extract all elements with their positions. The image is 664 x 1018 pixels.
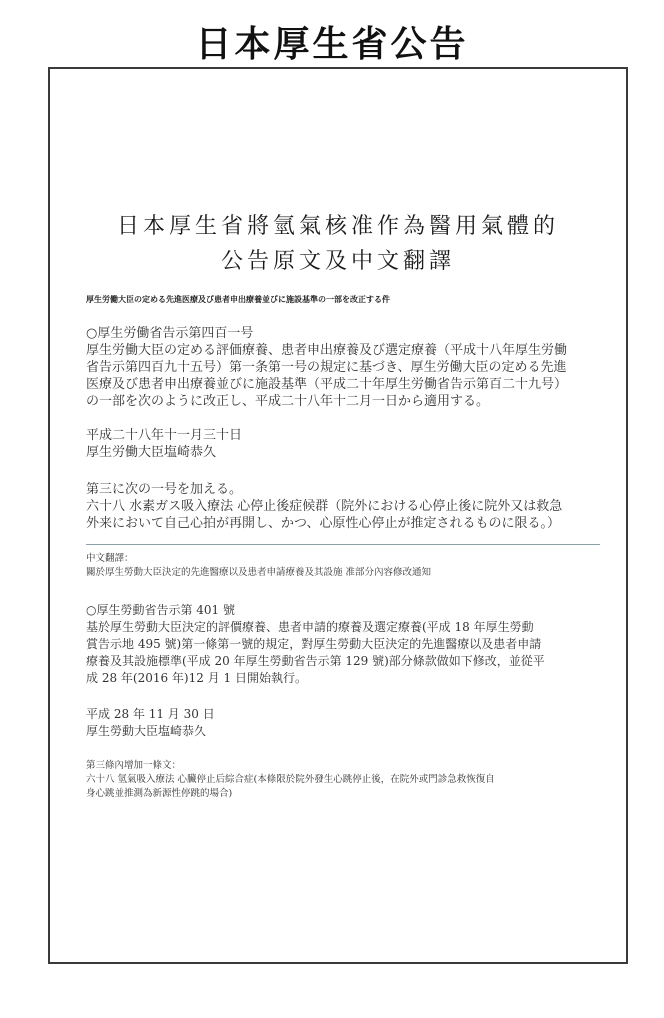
chinese-label-section (86, 552, 606, 580)
document-frame (48, 67, 628, 964)
japanese-body-line: 厚生労働大臣の定める評価療養、患者申出療養及び選定療養（平成十八年厚生労働 (86, 343, 568, 358)
chinese-body-line: 基於厚生勞動大臣決定的評價療養、患者申請的療養及選定療養(平成 18 年厚生勞動 (86, 620, 534, 634)
japanese-notice-number: ○厚生労働省告示第四百一号 (86, 326, 254, 341)
page-title: 日本厚生省公告 (195, 24, 469, 65)
document-title-line-2: 公告原文及中文翻譯 (220, 249, 455, 274)
japanese-addition-intro: 第三に次の一号を加える。 (86, 482, 243, 497)
section-divider (86, 544, 600, 545)
chinese-signature-section (86, 706, 606, 740)
japanese-notice-section (86, 325, 606, 410)
japanese-signature-section (86, 427, 606, 461)
chinese-notice-section (86, 602, 606, 687)
chinese-heading: 關於厚生勞動大臣決定的先進醫療以及患者申請療養及其設施 准部分內容修改通知 (86, 567, 432, 578)
japanese-addition-line: 外来において自己心拍が再開し、かつ、心原性心停止が推定されるものに限る。） (86, 516, 560, 531)
chinese-body-line: 療養及其設施標準(平成 20 年厚生勞動省告示第 129 號)部分條款做如下修改，並從平 (86, 654, 545, 668)
chinese-notice-number: ○厚生勞動省告示第 401 號 (86, 603, 236, 617)
japanese-minister: 厚生労働大臣塩崎恭久 (86, 445, 217, 460)
document-title-line-1: 日本厚生省將氫氣核准作為醫用氣體的 (116, 214, 559, 239)
japanese-date: 平成二十八年十一月三十日 (86, 428, 243, 443)
japanese-addition-line: 六十八 水素ガス吸入療法 心停止後症候群（院外における心停止後に院外又は救急 (86, 499, 563, 514)
chinese-body-line: 賞告示地 495 號)第一條第一號的規定，對厚生勞動大臣決定的先進醫療以及患者申請 (86, 637, 542, 651)
japanese-body-line: 省告示第四百九十五号）第一条第一号の規定に基づき、厚生労働大臣の定める先進 (86, 360, 567, 375)
chinese-body-line: 成 28 年(2016 年)12 月 1 日開始執行。 (86, 671, 307, 685)
japanese-body-line: の一部を次のように改正し、平成二十八年十二月一日から適用する。 (86, 394, 490, 409)
chinese-translation-label: 中文翻譯： (86, 553, 134, 564)
chinese-date: 平成 28 年 11 月 30 日 (86, 707, 215, 721)
japanese-body-line: 医療及び患者申出療養並びに施設基準（平成二十年厚生労働省告示第百二十九号） (86, 377, 568, 392)
chinese-addition-line: 六十八 氫氣吸入療法 心臟停止后綜合症(本條限於院外發生心跳停止後，在院外或門診急救恢復自 (86, 774, 495, 785)
japanese-heading: 厚生労働大臣の定める先進医療及び患者申出療養並びに施設基準の一部を改正する件 (86, 295, 390, 304)
chinese-addition-intro: 第三條內增加一條文： (86, 760, 182, 771)
chinese-addition-section (86, 759, 606, 801)
japanese-addition-section (86, 481, 606, 532)
chinese-minister: 厚生勞動大臣塩崎恭久 (86, 724, 207, 738)
chinese-addition-line: 身心跳並推測為新源性停跳的場合) (86, 788, 233, 799)
